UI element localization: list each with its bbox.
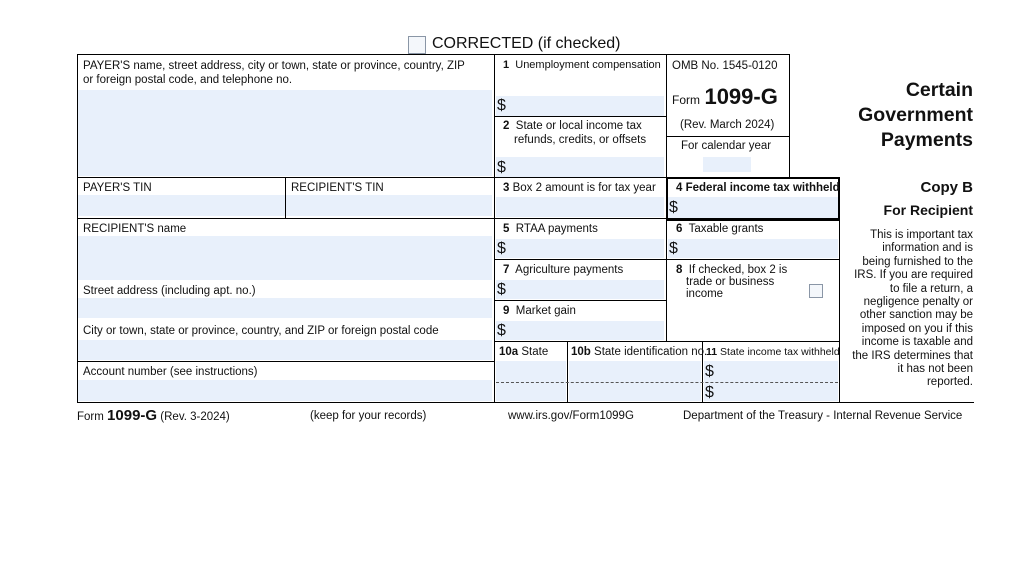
notice-line: being furnished to the: [862, 255, 973, 268]
notice-line: income is taxable and: [861, 336, 973, 349]
omb-divider-1: [666, 136, 789, 137]
row-line-5: [494, 341, 839, 342]
notice-line: IRS. If you are required: [854, 269, 973, 282]
box10a-divider: [567, 341, 568, 402]
recipient-name-field[interactable]: [78, 236, 492, 280]
notice-line: the IRS determines that: [852, 349, 973, 362]
box8-label-2: trade or business: [686, 276, 775, 288]
box7-label: 7 Agriculture payments: [503, 264, 624, 276]
box2-label: 2 State or local income tax: [503, 120, 642, 132]
tin-divider: [285, 177, 286, 218]
box9-label: 9 Market gain: [503, 305, 576, 317]
copy-b-label: Copy B: [920, 179, 973, 196]
form-title: [858, 78, 973, 153]
city-label: City or town, state or province, country, and ZIP or foreign postal code: [83, 325, 439, 337]
box9-dollar: $: [497, 322, 506, 339]
box3-field[interactable]: [496, 197, 664, 217]
recipient-tin-label: RECIPIENT'S TIN: [291, 182, 384, 194]
form-left-border: [77, 54, 78, 402]
payer-tin-field[interactable]: [78, 195, 285, 216]
corrected-label: CORRECTED (if checked): [432, 35, 621, 52]
state-row-divider: [496, 382, 838, 383]
box11-dollar-1: $: [705, 363, 714, 380]
box8-label: 8 If checked, box 2 is: [676, 264, 788, 276]
recipient-tin-field[interactable]: [286, 195, 492, 216]
street-address-label: Street address (including apt. no.): [83, 285, 256, 297]
box8-checkbox[interactable]: [809, 284, 823, 298]
calendar-year-label: For calendar year: [681, 140, 772, 152]
form-bottom-border: [77, 402, 974, 403]
account-number-field[interactable]: [78, 380, 492, 401]
box3-label: 3 Box 2 amount is for tax year: [503, 182, 656, 194]
recipient-notice: [852, 229, 973, 390]
footer-url: www.irs.gov/Form1099G: [508, 410, 634, 422]
box2-dollar: $: [497, 159, 506, 176]
notice-line: reported.: [926, 376, 973, 389]
box10a-field[interactable]: [496, 361, 566, 401]
row-line-6: [77, 361, 494, 362]
form-title-line-2: Government: [858, 104, 973, 126]
box2-field[interactable]: [496, 157, 664, 177]
footer-form-number: Form 1099-G (Rev. 3-2024): [77, 407, 230, 424]
payer-name-field[interactable]: [78, 90, 492, 176]
box11-label: 11 State income tax withheld: [706, 346, 840, 358]
box1-dollar: $: [497, 97, 506, 114]
box5-field[interactable]: [496, 239, 664, 258]
row-line-4: [494, 300, 666, 301]
account-number-label: Account number (see instructions): [83, 366, 258, 378]
form-title-line-3: Payments: [880, 129, 973, 151]
box1-field[interactable]: [496, 96, 664, 116]
recipient-name-label: RECIPIENT'S name: [83, 223, 187, 235]
payer-name-label: PAYER'S name, street address, city or town, state or province, country, ZIP: [83, 60, 465, 72]
box7-field[interactable]: [496, 280, 664, 299]
box1-bottom: [494, 116, 666, 117]
box8-label-3: income: [686, 288, 724, 300]
box4-dollar: $: [669, 199, 678, 216]
footer-department: Department of the Treasury - Internal Revenue Service: [683, 410, 963, 422]
box6-field[interactable]: [668, 239, 838, 258]
box11-dollar-2: $: [705, 384, 714, 401]
for-recipient-label: For Recipient: [883, 202, 973, 218]
notice-line: negligence penalty or: [863, 296, 973, 309]
footer-keep-note: (keep for your records): [310, 410, 427, 422]
city-field[interactable]: [78, 340, 492, 360]
form-top-border: [77, 54, 789, 55]
street-address-field[interactable]: [78, 298, 492, 318]
calendar-year-field[interactable]: [703, 157, 751, 172]
box10a-label: 10a State: [499, 346, 549, 358]
corrected-checkbox[interactable]: [408, 36, 426, 54]
omb-number: OMB No. 1545-0120: [672, 60, 778, 72]
omb-revision: (Rev. March 2024): [680, 119, 775, 131]
box7-dollar: $: [497, 281, 506, 298]
box10b-label: 10b State identification no.: [571, 346, 708, 358]
box2-label-2: refunds, credits, or offsets: [514, 134, 647, 146]
notice-line: other sanction may be: [859, 309, 973, 322]
col-line-1: [494, 54, 495, 402]
box6-dollar: $: [669, 240, 678, 257]
notice-line: to file a return, a: [889, 282, 973, 295]
box5-label: 5 RTAA payments: [503, 223, 598, 235]
notice-line: imposed on you if this: [861, 322, 973, 335]
form-title-line-1: Certain: [905, 79, 973, 101]
notice-line: it has not been: [897, 363, 973, 376]
box1-label: 1 Unemployment compensation: [503, 59, 661, 71]
box6-label: 6 Taxable grants: [676, 223, 764, 235]
omb-form-number: Form 1099-G: [672, 84, 778, 109]
box11-field[interactable]: [704, 361, 838, 401]
box9-field[interactable]: [496, 321, 664, 340]
box4-label: 4 Federal income tax withheld: [676, 182, 840, 194]
payer-tin-label: PAYER'S TIN: [83, 182, 152, 194]
notice-line: information and is: [882, 242, 973, 255]
box10b-field[interactable]: [569, 361, 701, 401]
box5-dollar: $: [497, 240, 506, 257]
notice-line: This is important tax: [870, 229, 973, 241]
col-line-3: [789, 54, 790, 178]
payer-name-label-2: or foreign postal code, and telephone no.: [83, 74, 293, 86]
